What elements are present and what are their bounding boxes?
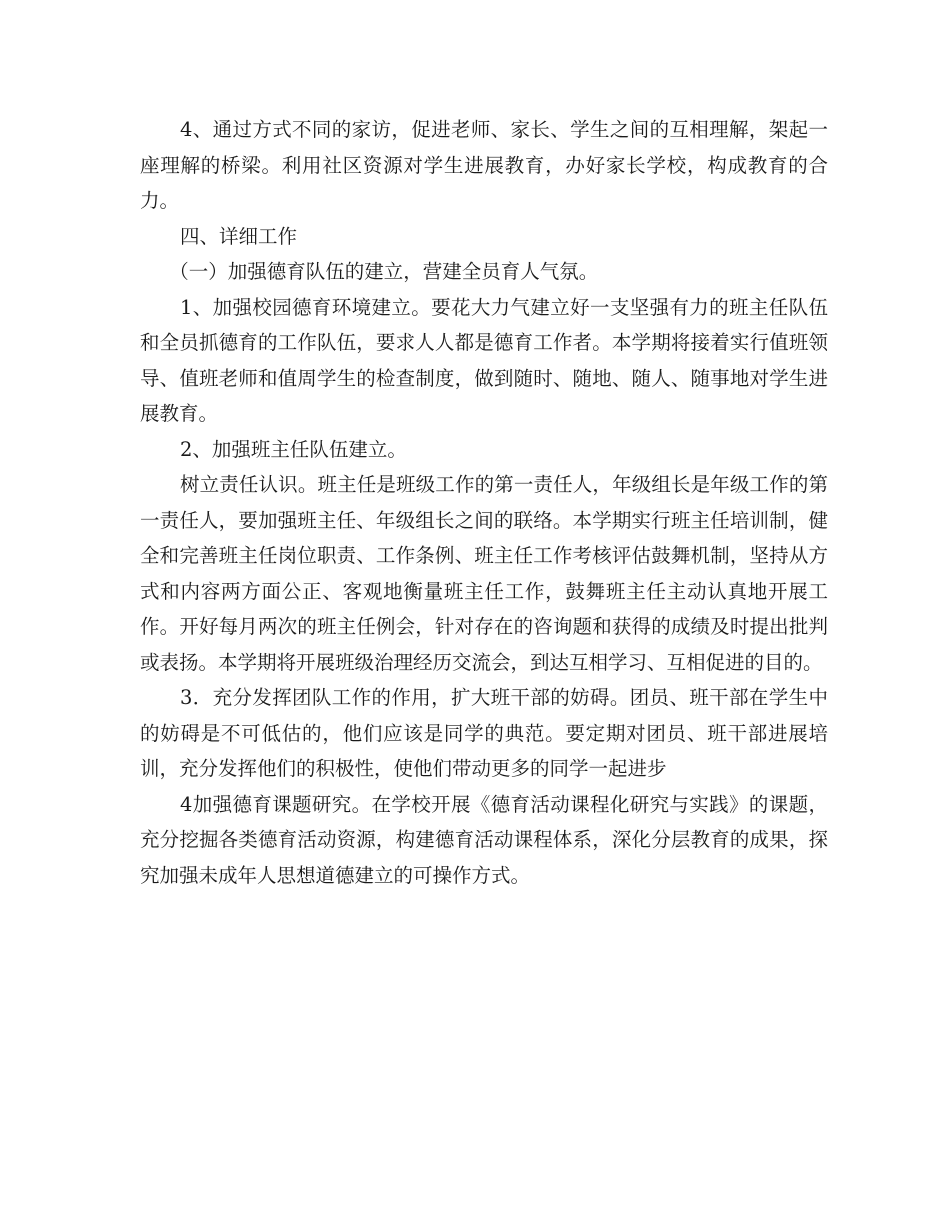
paragraph-family-visit: 4、通过方式不同的家访，促进老师、家长、学生之间的互相理解，架起一座理解的桥梁。利用社区资源对学生进展教育，办好家长学校，构成教育的合力。 <box>140 118 828 212</box>
paragraph-responsibility: 树立责任认识。班主任是班级工作的第一责任人，年级组长是年级工作的第一责任人，要加强班主任、年级组长之间的联络。本学期实行班主任培训制，健全和完善班主任岗位职责、工作条例、班主任工作考核评估鼓舞机制，坚持从方式和内容两方面公正、客观地衡量班主任工作，鼓舞班主任主动认真地开展工作。开好每月两次的班主任例会，针对存在的咨询题和获得的成绩及时提出批判或表扬。本学期将开展班级治理经历交流会，到达互相学习、互相促进的目的。 <box>140 473 828 674</box>
document-body <box>140 112 828 893</box>
paragraph-head-teacher-team: 2、加强班主任队伍建立。 <box>179 437 407 461</box>
paragraph-moral-research: 4加强德育课题研究。在学校开展《德育活动课程化研究与实践》的课题，充分挖掘各类德育活动资源，构建德育活动课程体系，深化分层教育的成果，探究加强未成年人思想道德建立的可操作方式。 <box>140 792 828 887</box>
paragraph-league-work: 3．充分发挥团队工作的作用，扩大班干部的妨碍。团员、班干部在学生中的妨碍是不可低估的，他们应该是同学的典范。要定期对团员、班干部进展培训，充分发挥他们的积极性，使他们带动更多的同学一起进步 <box>140 686 828 780</box>
section-heading-detailed-work: 四、详细工作 <box>179 224 297 248</box>
paragraph-campus-environment: 1、加强校园德育环境建立。要花大力气建立好一支坚强有力的班主任队伍和全员抓德育的工作队伍，要求人人都是德育工作者。本学期将接着实行值班领导、值班老师和值周学生的检查制度，做到随时、随地、随人、随事地对学生进展教育。 <box>140 295 828 425</box>
subsection-heading-moral-team: （一）加强德育队伍的建立，营建全员育人气氛。 <box>169 260 599 283</box>
